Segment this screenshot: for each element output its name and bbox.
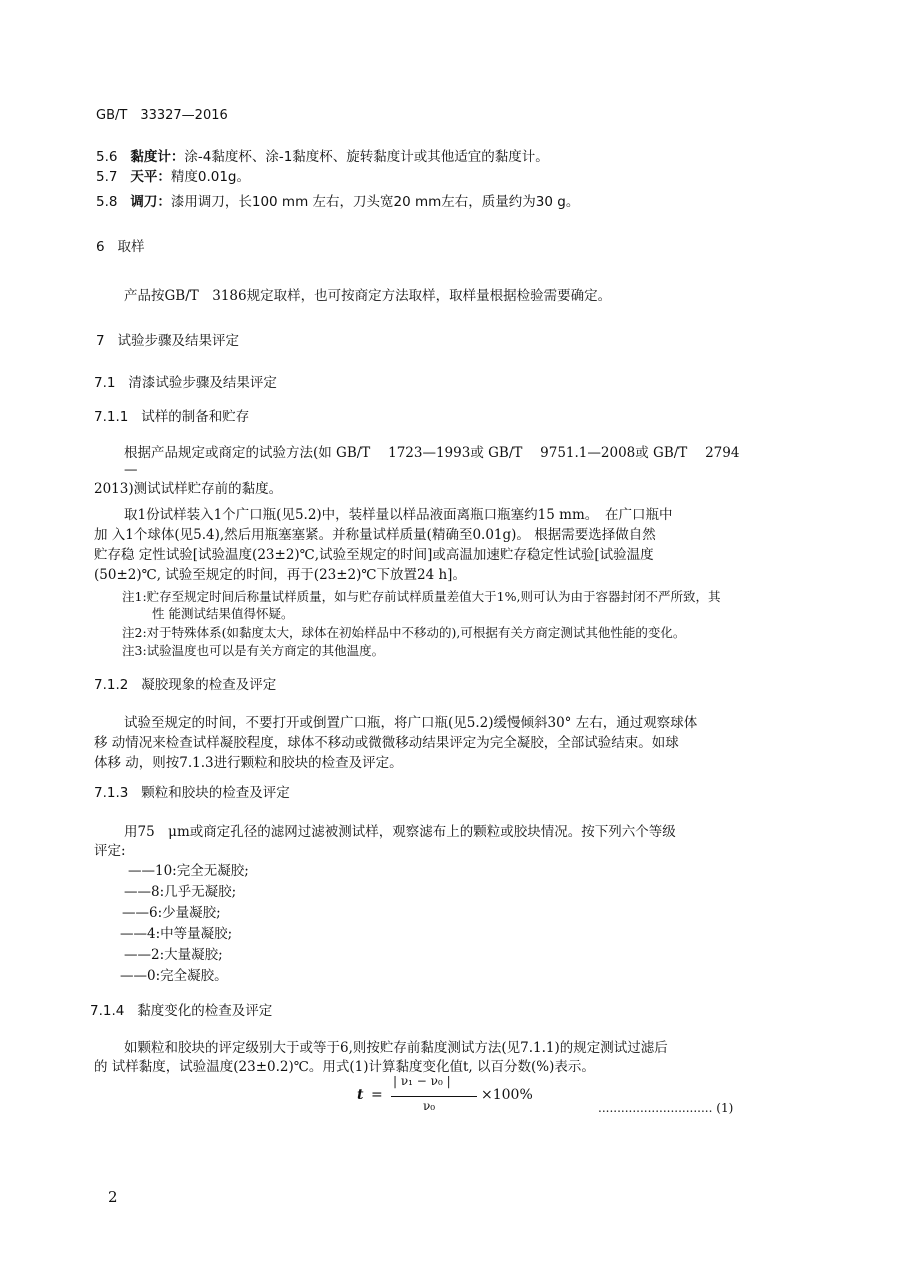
paragraph-line: 取1份试样装入1个广口瓶(见5.2)中，装样量以样品液面离瓶口瓶塞约15 mm。 在广口瓶中 [124, 507, 673, 523]
paragraph-line: 根据产品规定或商定的试验方法(如 GB/T 1723—1993或 GB/T 9751.1—2008或 GB/T 2794 [124, 445, 740, 461]
list-item: ——10:完全无凝胶; [128, 863, 249, 879]
formula-label: (1) [716, 1101, 734, 1115]
item-label: 黏度计： [130, 149, 185, 165]
paragraph-line: — [124, 462, 138, 478]
section-number: 7.1 [94, 375, 116, 391]
formula-lhs: t [357, 1087, 364, 1103]
page-number: 2 [108, 1188, 118, 1206]
paragraph-line: 试验至规定的时间，不要打开或倒置广口瓶，将广口瓶(见5.2)缓慢倾斜30° 左右，通过观察球体 [124, 715, 698, 731]
paragraph: 产品按GB/T 3186规定取样，也可按商定方法取样，取样量根据检验需要确定。 [124, 288, 612, 304]
item-number: 5.7 [96, 169, 118, 185]
section-number: 7 [96, 333, 105, 349]
formula-1 [357, 1076, 547, 1120]
section-title: 黏度变化的检查及评定 [137, 1003, 273, 1019]
section-number: 7.1.2 [94, 677, 129, 693]
formula-denominator: ν₀ [423, 1099, 436, 1113]
paragraph-line: 评定: [94, 843, 126, 859]
section-number: 7.1.1 [94, 409, 129, 425]
item-text: 涂-4黏度杯、涂-1黏度杯、旋转黏度计或其他适宜的黏度计。 [184, 149, 549, 165]
item-text: 漆用调刀，长100 mm 左右，刀头宽20 mm左右，质量约为30 g。 [170, 194, 580, 210]
paragraph-line: 如颗粒和胶块的评定级别大于或等于6,则按贮存前黏度测试方法(见7.1.1)的规定测试过滤后 [124, 1040, 668, 1056]
section-title: 清漆试验步骤及结果评定 [128, 375, 277, 391]
section-number: 6 [96, 239, 105, 255]
section-7-1-3-heading [94, 784, 290, 802]
section-title: 试样的制备和贮存 [141, 409, 250, 425]
formula-leader [598, 1099, 733, 1117]
item-number: 5.8 [96, 194, 118, 210]
formula-rhs: ×100% [481, 1087, 533, 1103]
paragraph-line: 体移 动，则按7.1.3进行颗粒和胶块的检查及评定。 [94, 755, 403, 771]
section-7-heading [96, 332, 239, 350]
paragraph-line: 移 动情况来检查试样凝胶程度，球体不移动或微微移动结果评定为完全凝胶，全部试验结束。如球 [94, 735, 679, 751]
list-item: ——6:少量凝胶; [122, 905, 221, 921]
note-2: 注2:对于特殊体系(如黏度太大，球体在初始样品中不移动的),可根据有关方商定测试其他性能的变化。 [122, 625, 686, 640]
paragraph-line: 的 试样黏度，试验温度(23±0.2)℃。用式(1)计算黏度变化值t, 以百分数(%)表示。 [94, 1059, 595, 1075]
paragraph-line: 2013)测试试样贮存前的黏度。 [94, 481, 283, 497]
item-text: 精度0.01g。 [170, 169, 250, 185]
section-number: 7.1.4 [90, 1003, 125, 1019]
section-7-1-4-heading [90, 1002, 272, 1020]
formula-numerator: | ν₁ − ν₀ | [393, 1074, 451, 1088]
item-5-8 [96, 193, 579, 211]
list-item: ——2:大量凝胶; [124, 947, 223, 963]
section-title: 凝胶现象的检查及评定 [141, 677, 277, 693]
section-7-1-1-heading [94, 408, 249, 426]
section-title: 试验步骤及结果评定 [117, 333, 239, 349]
section-title: 取样 [117, 239, 145, 255]
section-7-1-2-heading [94, 676, 276, 694]
standard-header: GB/T 33327—2016 [96, 108, 228, 123]
list-item: ——4:中等量凝胶; [120, 926, 233, 942]
paragraph-line: (50±2)℃, 试验至规定的时间，再于(23±2)℃下放置24 h]。 [94, 567, 466, 583]
section-6-heading [96, 238, 144, 256]
item-number: 5.6 [96, 149, 118, 165]
note-1: 注1:贮存至规定时间后称量试样质量，如与贮存前试样质量差值大于1%,则可认为由于容器封闭不严所致，其 [122, 589, 721, 604]
formula-equals: = [371, 1087, 383, 1103]
list-item: ——8:几乎无凝胶; [124, 884, 237, 900]
item-label: 调刀： [130, 194, 171, 210]
note-1-continued: 性 能测试结果值得怀疑。 [152, 606, 294, 621]
item-5-6 [96, 148, 549, 166]
section-number: 7.1.3 [94, 785, 129, 801]
section-7-1-heading [94, 374, 277, 392]
paragraph-line: 用75 μm或商定孔径的滤网过滤被测试样，观察滤布上的颗粒或胶块情况。按下列六个等级 [124, 824, 676, 840]
fraction-bar [391, 1096, 477, 1097]
section-title: 颗粒和胶块的检查及评定 [141, 785, 290, 801]
paragraph-line: 贮存稳 定性试验[试验温度(23±2)℃,试验至规定的时间]或高温加速贮存稳定性试验[试验温度 [94, 547, 654, 563]
list-item: ——0:完全凝胶。 [120, 968, 228, 984]
item-5-7 [96, 168, 250, 186]
paragraph-line: 加 入1个球体(见5.4),然后用瓶塞塞紧。并称量试样质量(精确至0.01g)。 根据需要选择做自然 [94, 527, 656, 543]
item-label: 天平： [130, 169, 171, 185]
leader-dots: .............................. [598, 1101, 713, 1115]
note-3: 注3:试验温度也可以是有关方商定的其他温度。 [122, 643, 385, 658]
